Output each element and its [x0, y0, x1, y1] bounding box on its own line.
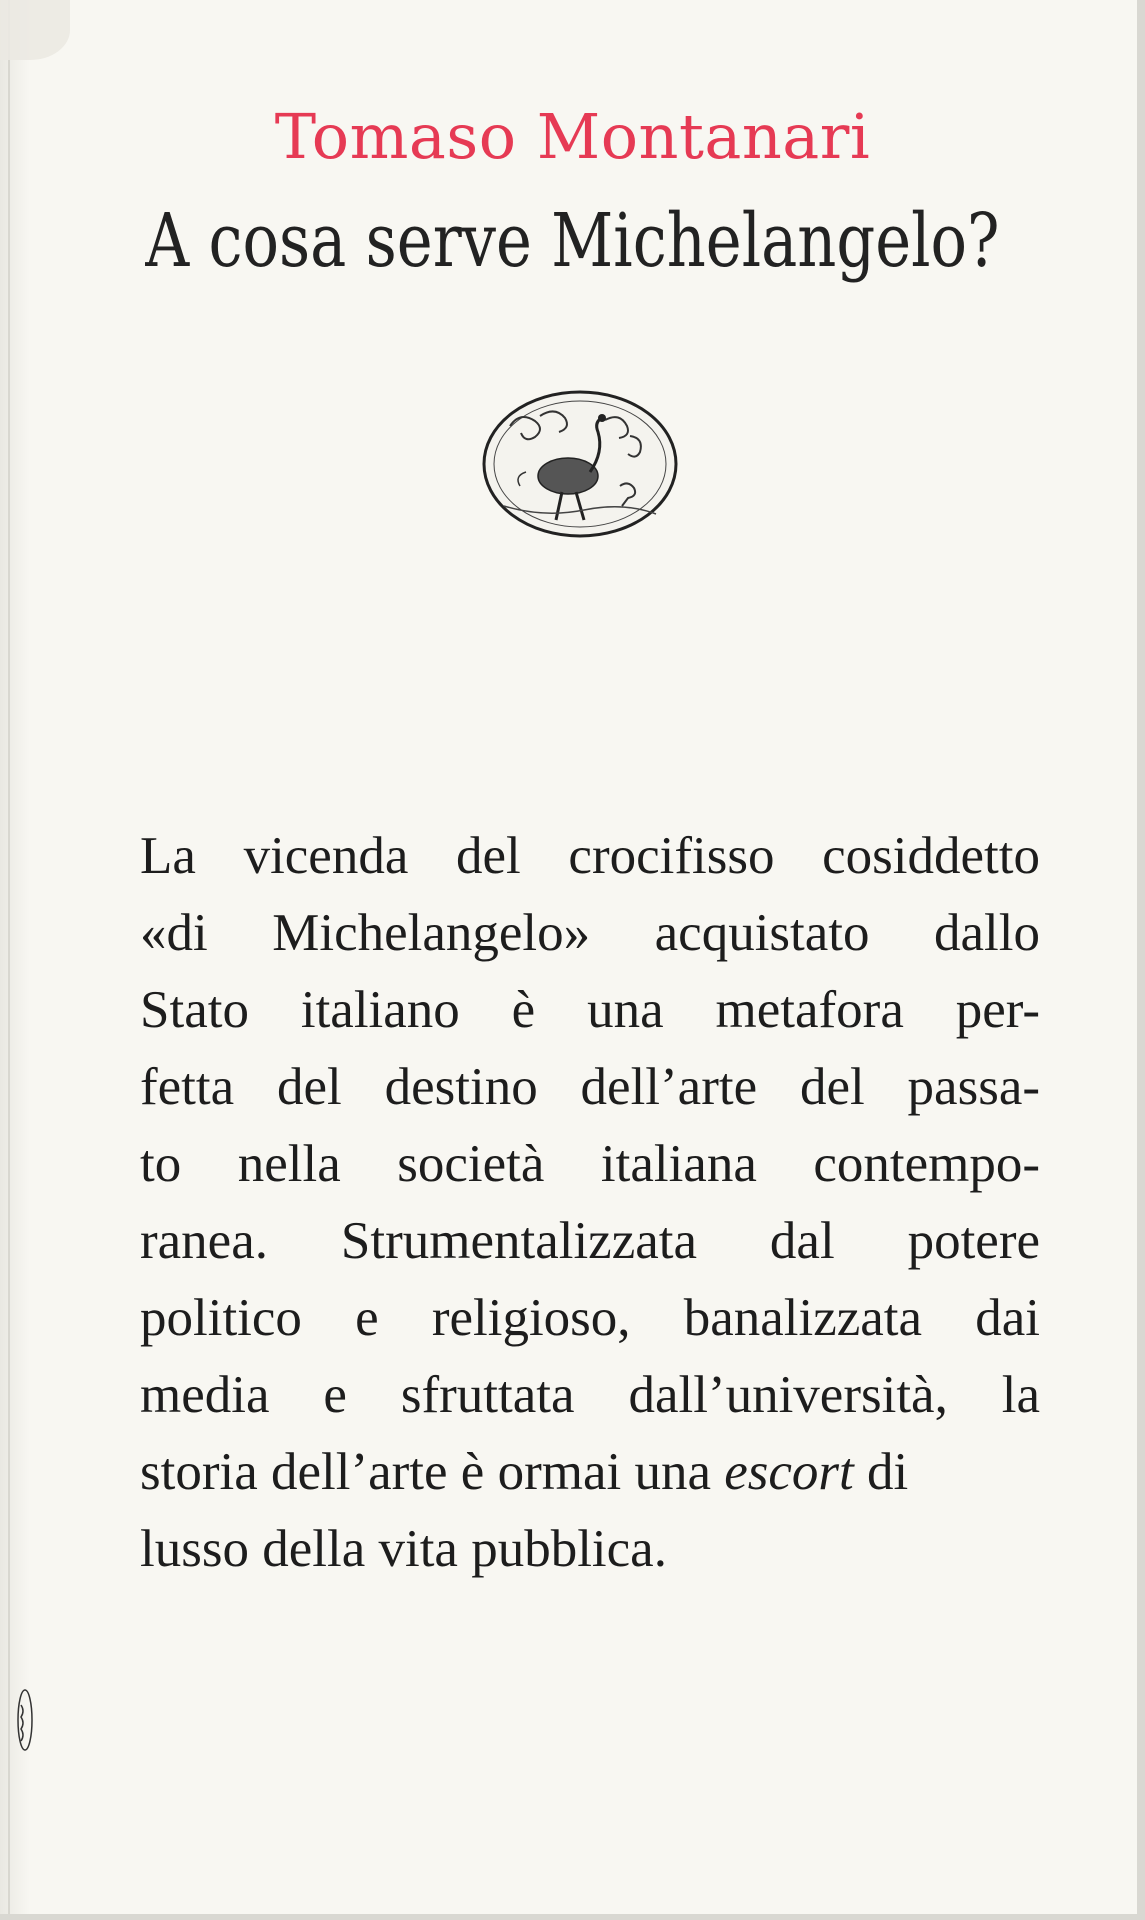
- cover-fold: [0, 0, 30, 1920]
- blurb-line: La vicenda del crocifisso cosiddetto: [140, 827, 1040, 885]
- cover-blurb: [140, 818, 1040, 1588]
- fold-crease: [8, 0, 10, 1920]
- einaudi-ostrich-emblem-icon: [480, 386, 680, 542]
- blurb-text: di: [853, 1443, 909, 1501]
- spine-logo-icon: [16, 1685, 34, 1755]
- blurb-line: to nella società italiana contempo-: [140, 1135, 1040, 1193]
- author-name: Tomaso Montanari: [274, 100, 871, 173]
- book-title: A cosa serve Michelangelo?: [145, 198, 1000, 284]
- blurb-line: «di Michelangelo» acquistato dallo: [140, 904, 1040, 962]
- worn-corner: [0, 0, 70, 60]
- blurb-last-line: lusso della vita pubblica.: [140, 1520, 667, 1578]
- blurb-line: politico e religioso, banalizzata dai: [140, 1289, 1040, 1347]
- blurb-line: fetta del destino dell’arte del passa-: [140, 1058, 1040, 1116]
- blurb-line: media e sfruttata dall’università, la: [140, 1366, 1040, 1424]
- blurb-italic-word: escort: [724, 1443, 854, 1501]
- blurb-line: Stato italiano è una metafora per-: [140, 981, 1040, 1039]
- blurb-line-escort: [140, 1434, 1040, 1511]
- blurb-text: storia dell’arte è ormai una: [140, 1443, 725, 1501]
- blurb-line: ranea. Strumentalizzata dal potere: [140, 1212, 1040, 1270]
